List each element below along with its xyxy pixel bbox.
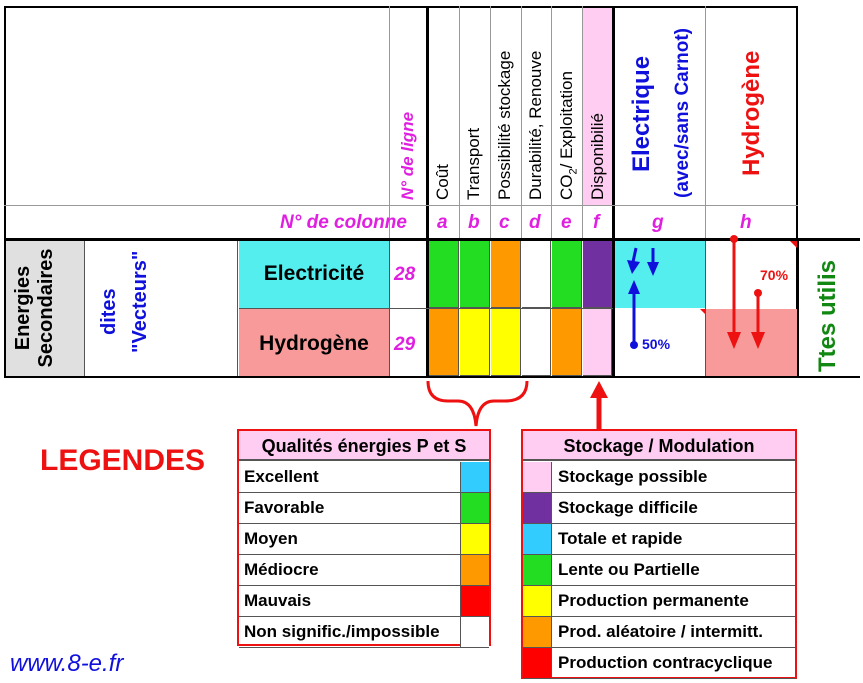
row-electricite-name: Electricité — [263, 262, 365, 285]
qualities-legend-label: Mauvais — [244, 591, 312, 610]
storage-legend — [521, 429, 797, 679]
storage-legend-label: Production permanente — [558, 591, 749, 610]
converter-g-subtitle: (avec/sans Carnot) — [672, 27, 693, 198]
qualities-legend-row — [239, 617, 489, 648]
column-letter-d: d — [529, 212, 541, 233]
qualities-legend-row — [239, 586, 489, 617]
criterion-c-label: Possibilité stockage — [495, 50, 514, 200]
electric-efficiency-label: 50% — [642, 336, 671, 352]
criterion-b-label: Transport — [464, 127, 483, 200]
qualities-legend — [237, 429, 491, 646]
storage-legend-row — [523, 555, 795, 586]
storage-legend-row — [523, 617, 795, 648]
qualities-legend-label: Excellent — [244, 467, 319, 486]
row-hydrogene-name: Hydrogène — [259, 332, 369, 355]
criterion-e-label-sub: 2 — [567, 168, 580, 175]
hydrogen-efficiency-label: 70% — [760, 267, 789, 283]
qualities-legend-swatch — [460, 586, 489, 616]
usage-label: Ttes utilis — [814, 259, 841, 372]
storage-legend-swatch — [523, 462, 552, 492]
storage-legend-row — [523, 648, 795, 679]
column-letter-e: e — [561, 212, 572, 233]
qualities-legend-swatch — [460, 462, 489, 492]
qualities-legend-row — [239, 555, 489, 586]
storage-legend-label: Lente ou Partielle — [558, 560, 700, 579]
vectors-label-2: "Vecteurs" — [129, 250, 151, 353]
vectors-label-1: dites — [98, 288, 120, 335]
qualities-legend-label: Moyen — [244, 529, 298, 548]
converter-h-title: Hydrogène — [738, 50, 765, 176]
storage-legend-title: Stockage / Modulation — [563, 436, 755, 456]
storage-legend-label: Production contracyclique — [558, 653, 773, 672]
qualities-legend-swatch — [460, 555, 489, 585]
criterion-f-label: Disponibilié — [588, 113, 607, 200]
storage-legend-swatch — [523, 493, 552, 523]
qualities-legend-swatch — [460, 493, 489, 523]
group-label-text: Energies Secondaires — [12, 248, 57, 368]
column-letter-b: b — [468, 212, 480, 233]
qualities-legend-label: Favorable — [244, 498, 325, 517]
criterion-e-label-post: / Exploitation — [557, 71, 576, 169]
storage-legend-label: Stockage difficile — [558, 498, 698, 517]
storage-legend-label: Stockage possible — [558, 467, 708, 486]
qualities-legend-swatch — [460, 617, 489, 647]
storage-legend-swatch — [523, 617, 552, 647]
qualities-legend-row — [239, 462, 489, 493]
storage-legend-label: Prod. aléatoire / intermitt. — [558, 622, 763, 641]
column-number-header: N° de colonne — [280, 212, 407, 233]
line-number-header: N° de ligne — [398, 111, 417, 200]
storage-legend-swatch — [523, 586, 552, 616]
legends-title: LEGENDES — [40, 444, 206, 477]
qualities-legend-label: Médiocre — [244, 560, 319, 579]
website-link[interactable]: www.8-e.fr — [10, 650, 124, 677]
criterion-d-label: Durabilité, Renouve — [526, 50, 545, 200]
column-letter-g: g — [652, 212, 664, 233]
storage-legend-row — [523, 493, 795, 524]
qualities-legend-label: Non signific./impossible — [244, 622, 440, 641]
row-hydrogene-line-number: 29 — [394, 334, 416, 355]
storage-legend-row — [523, 586, 795, 617]
storage-legend-row — [523, 462, 795, 493]
storage-legend-label: Totale et rapide — [558, 529, 683, 548]
converter-g-title: Electrique — [628, 55, 655, 172]
qualities-legend-row — [239, 524, 489, 555]
criterion-e-label-pre: CO — [557, 174, 576, 200]
storage-legend-swatch — [523, 648, 552, 678]
criterion-a-label: Coût — [433, 164, 452, 200]
storage-legend-swatch — [523, 555, 552, 585]
qualities-legend-row — [239, 493, 489, 524]
row-electricite-line-number: 28 — [394, 264, 416, 285]
column-letter-c: c — [499, 212, 510, 233]
storage-legend-row — [523, 524, 795, 555]
qualities-legend-title: Qualités énergies P et S — [261, 436, 467, 456]
column-letter-f: f — [593, 212, 600, 233]
column-letter-h: h — [740, 212, 752, 233]
qualities-legend-swatch — [460, 524, 489, 554]
storage-legend-swatch — [523, 524, 552, 554]
column-letter-a: a — [437, 212, 448, 233]
